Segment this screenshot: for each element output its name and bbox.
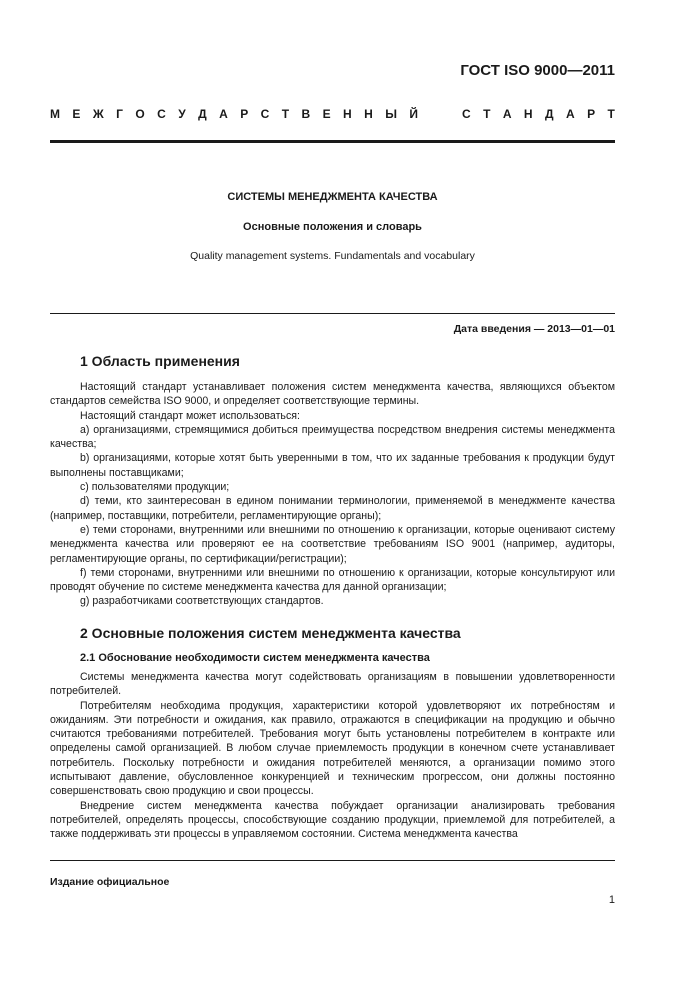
standard-type-letter: Р <box>587 107 596 121</box>
standard-type-letter: Н <box>343 107 352 121</box>
list-item: g) разработчиками соответствующих стандартов. <box>80 595 324 608</box>
section-1-body <box>50 380 615 609</box>
subsection-2-1-heading: 2.1 Обоснование необходимости систем менеджмента качества <box>80 652 430 664</box>
standard-type-letter <box>430 107 433 121</box>
standard-type-letter: Е <box>322 107 331 121</box>
standard-type-letter: Е <box>72 107 81 121</box>
standard-type-letter: Т <box>607 107 615 121</box>
standard-type-label <box>50 107 615 121</box>
standard-type-letter: Ы <box>385 107 397 121</box>
standard-type-letter: С <box>157 107 166 121</box>
standard-type-letter: М <box>50 107 60 121</box>
title-divider <box>50 313 615 314</box>
paragraph: Потребителям необходима продукция, характеристики которой удовлетворяют их потребностям и ожиданиям. Эти потребности и ожидания, как правило, отражаются в спецификации на продукцию и обычно считаются требованиями потребителей. Требования могут быть установлены потребителем в контракте или определены самой организацией. В любом случае приемлемость продукции в конечном счете устанавливает потребитель. Поскольку потребности и ожидания потребителей меняются, а организации помимо этого испытывают давление, обусловленное конкуренцией и техническим прогрессом, они должны постоянно совершенствовать свою продукцию и свои процессы. <box>50 699 615 798</box>
standard-type-letter: С <box>461 107 471 121</box>
section-2-body <box>50 670 615 842</box>
list-item: f) теми сторонами, внутренними или внешними по отношению к организации, которые консультируют или проводят обучение по системе менеджмента качества для данной организации; <box>50 566 615 594</box>
standard-type-letter: Й <box>409 107 419 121</box>
standard-type-letter: А <box>502 107 512 121</box>
standard-type-letter: С <box>260 107 270 121</box>
english-title: Quality management systems. Fundamentals and vocabulary <box>190 250 475 262</box>
standard-type-letter: Р <box>240 107 249 121</box>
section-1-heading: 1 Область применения <box>80 353 240 369</box>
standard-type-letter <box>446 107 449 121</box>
footer-divider <box>50 860 615 861</box>
list-item: e) теми сторонами, внутренними или внешними по отношению к организации, которые оценивают систему менеджмента качества или проверяют ее на соответствие требованиям ISO 9001 (например, аудиторы, регламентирующие органы, по сертификации/регистрации); <box>50 523 615 565</box>
list-item: c) пользователями продукции; <box>80 481 230 494</box>
standard-type-letter: Ж <box>92 107 104 121</box>
standard-type-letter: Г <box>116 107 123 121</box>
standard-type-letter: У <box>178 107 186 121</box>
standard-type-letter: А <box>566 107 575 121</box>
standard-type-letter: В <box>301 107 311 121</box>
paragraph: Настоящий стандарт может использоваться: <box>80 409 300 422</box>
header-divider <box>50 140 615 143</box>
standard-type-letter: Н <box>523 107 533 121</box>
page-number: 1 <box>608 894 615 906</box>
standard-type-letter: Д <box>545 107 554 121</box>
standard-type-letter: О <box>135 107 145 121</box>
document-title: СИСТЕМЫ МЕНЕДЖМЕНТА КАЧЕСТВА <box>227 191 438 203</box>
section-2-heading: 2 Основные положения систем менеджмента качества <box>80 625 461 641</box>
list-item: b) организациями, которые хотят быть уверенными в том, что их заданные требования к продукции будут выполнены поставщиками; <box>50 452 615 479</box>
document-subtitle: Основные положения и словарь <box>243 221 422 233</box>
standard-type-letter: Т <box>483 107 491 121</box>
standard-type-letter: Т <box>281 107 290 121</box>
standard-type-letter: Д <box>198 107 207 121</box>
official-edition-note: Издание официальное <box>50 876 170 888</box>
introduction-date: Дата введения — 2013—01—01 <box>453 323 615 335</box>
document-code: ГОСТ ISO 9000—2011 <box>460 62 615 79</box>
list-item: а) организациями, стремящимися добиться преимущества посредством внедрения системы менеджмента качества; <box>50 423 615 451</box>
standard-type-letter: Н <box>364 107 373 121</box>
paragraph: Внедрение систем менеджмента качества побуждает организации анализировать требования потребителей, определять процессы, способствующие созданию продукции, приемлемой для потребителей, а также поддерживать эти процессы в управляемом состоянии. Система менеджмента качества <box>50 799 615 841</box>
paragraph: Настоящий стандарт устанавливает положения систем менеджмента качества, являющихся объектом стандартов семейства ISO 9000, и определяет соответствующие термины. <box>50 381 615 408</box>
paragraph: Системы менеджмента качества могут содействовать организациям в повышении удовлетворенности потребителей. <box>50 671 615 698</box>
standard-type-letter: А <box>219 107 228 121</box>
list-item: d) теми, кто заинтересован в едином понимании терминологии, применяемой в менеджменте качества (например, поставщики, потребители, регламентирующие органы); <box>50 495 615 522</box>
